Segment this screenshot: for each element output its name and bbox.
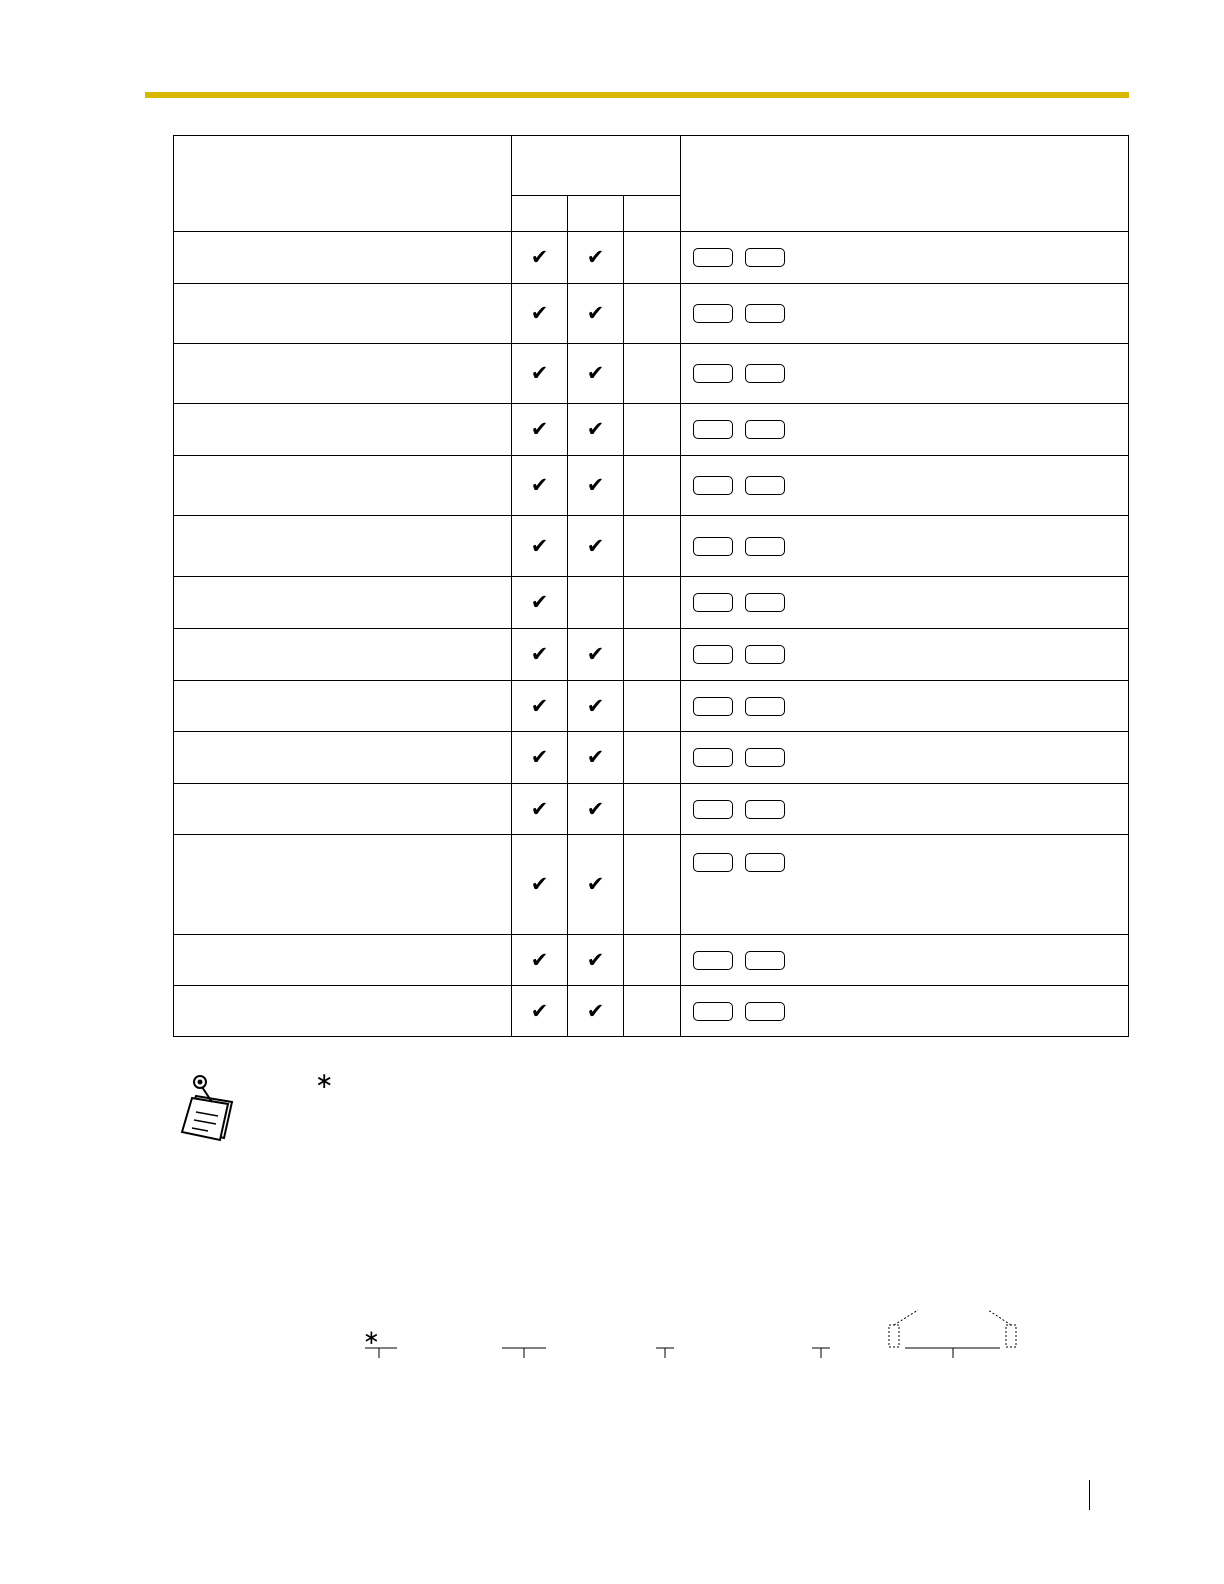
key-button-icon xyxy=(693,593,733,612)
check-icon: ✔ xyxy=(568,284,624,344)
check-icon: ✔ xyxy=(512,986,568,1037)
feature-cell xyxy=(174,404,512,456)
header-rule xyxy=(145,92,1129,98)
check-cell-empty xyxy=(624,732,681,784)
table-header-row xyxy=(174,136,1129,196)
table-row xyxy=(174,232,1129,284)
feature-cell xyxy=(174,681,512,732)
check-icon: ✔ xyxy=(512,784,568,835)
check-cell-empty xyxy=(568,577,624,629)
header-feature-cell xyxy=(174,136,512,232)
key-button-icon xyxy=(693,951,733,970)
key-button-icon xyxy=(745,364,785,383)
handset-left-cord xyxy=(894,1310,918,1325)
check-icon: ✔ xyxy=(512,935,568,986)
check-icon: ✔ xyxy=(568,344,624,404)
header-operation-cell xyxy=(681,136,1129,232)
check-icon: ✔ xyxy=(568,232,624,284)
handset-right-cord xyxy=(988,1310,1011,1325)
table-row xyxy=(174,784,1129,835)
check-icon: ✔ xyxy=(568,404,624,456)
feature-cell xyxy=(174,577,512,629)
feature-cell xyxy=(174,732,512,784)
key-button-icon xyxy=(693,537,733,556)
check-cell-empty xyxy=(624,344,681,404)
key-button-icon xyxy=(693,420,733,439)
check-cell-empty xyxy=(624,456,681,516)
operation-cell xyxy=(681,232,1129,284)
key-button-icon xyxy=(745,697,785,716)
check-icon: ✔ xyxy=(568,784,624,835)
key-button-icon xyxy=(693,1002,733,1021)
key-button-icon xyxy=(693,248,733,267)
operation-cell xyxy=(681,629,1129,681)
feature-cell xyxy=(174,344,512,404)
check-cell-empty xyxy=(624,404,681,456)
check-cell-empty xyxy=(624,232,681,284)
operation-cell xyxy=(681,344,1129,404)
check-icon: ✔ xyxy=(512,681,568,732)
operation-cell xyxy=(681,784,1129,835)
table-row xyxy=(174,577,1129,629)
table-row xyxy=(174,935,1129,986)
settings-table xyxy=(173,135,1129,1037)
check-icon: ✔ xyxy=(512,284,568,344)
check-cell-empty xyxy=(624,784,681,835)
feature-cell xyxy=(174,629,512,681)
key-button-icon xyxy=(745,853,785,872)
check-icon: ✔ xyxy=(512,456,568,516)
key-button-icon xyxy=(693,853,733,872)
subheader-col-2 xyxy=(568,196,624,232)
table-row xyxy=(174,284,1129,344)
check-icon: ✔ xyxy=(512,516,568,577)
table-row xyxy=(174,516,1129,577)
table-row xyxy=(174,344,1129,404)
table-row xyxy=(174,986,1129,1037)
check-icon: ✔ xyxy=(568,629,624,681)
note-asterisk: ∗ xyxy=(315,1068,334,1093)
operation-cell xyxy=(681,516,1129,577)
feature-cell xyxy=(174,456,512,516)
check-icon: ✔ xyxy=(512,404,568,456)
handset-left xyxy=(889,1325,899,1347)
operation-cell xyxy=(681,835,1129,935)
check-cell-empty xyxy=(624,935,681,986)
check-cell-empty xyxy=(624,986,681,1037)
key-button-icon xyxy=(745,420,785,439)
key-button-icon xyxy=(745,951,785,970)
operation-cell xyxy=(681,284,1129,344)
page-edge-bar xyxy=(1089,1480,1090,1510)
key-button-icon xyxy=(745,537,785,556)
check-cell-empty xyxy=(624,681,681,732)
table-row xyxy=(174,835,1129,935)
operation-cell xyxy=(681,456,1129,516)
check-icon: ✔ xyxy=(512,732,568,784)
key-button-icon xyxy=(745,800,785,819)
check-icon: ✔ xyxy=(568,835,624,935)
operation-cell xyxy=(681,681,1129,732)
check-cell-empty xyxy=(624,516,681,577)
handset-right xyxy=(1006,1325,1016,1347)
key-button-icon xyxy=(693,304,733,323)
check-icon: ✔ xyxy=(568,935,624,986)
check-icon: ✔ xyxy=(568,732,624,784)
feature-cell xyxy=(174,284,512,344)
table-row xyxy=(174,629,1129,681)
key-button-icon xyxy=(693,800,733,819)
subheader-col-3 xyxy=(624,196,681,232)
check-icon: ✔ xyxy=(512,232,568,284)
key-button-icon xyxy=(745,1002,785,1021)
operation-cell xyxy=(681,404,1129,456)
feature-cell xyxy=(174,835,512,935)
key-button-icon xyxy=(693,748,733,767)
key-button-icon xyxy=(745,476,785,495)
feature-cell xyxy=(174,935,512,986)
key-button-icon xyxy=(745,304,785,323)
check-cell-empty xyxy=(624,629,681,681)
dial-sequence-diagram xyxy=(350,1300,1050,1370)
operation-cell xyxy=(681,986,1129,1037)
check-icon: ✔ xyxy=(512,835,568,935)
subheader-col-1 xyxy=(512,196,568,232)
operation-cell xyxy=(681,732,1129,784)
diagram-asterisk: ∗ xyxy=(363,1327,380,1349)
key-button-icon xyxy=(693,364,733,383)
check-icon: ✔ xyxy=(568,516,624,577)
table-row xyxy=(174,404,1129,456)
check-icon: ✔ xyxy=(568,456,624,516)
key-button-icon xyxy=(745,645,785,664)
check-cell-empty xyxy=(624,835,681,935)
operation-cell xyxy=(681,577,1129,629)
check-icon: ✔ xyxy=(512,629,568,681)
feature-cell xyxy=(174,784,512,835)
key-button-icon xyxy=(745,748,785,767)
header-group-cell xyxy=(512,136,681,196)
check-icon: ✔ xyxy=(512,577,568,629)
table-row xyxy=(174,732,1129,784)
feature-cell xyxy=(174,986,512,1037)
operation-cell xyxy=(681,935,1129,986)
note-icon xyxy=(176,1072,238,1142)
table-row xyxy=(174,456,1129,516)
key-button-icon xyxy=(693,645,733,664)
check-icon: ✔ xyxy=(568,681,624,732)
key-button-icon xyxy=(693,697,733,716)
key-button-icon xyxy=(745,248,785,267)
check-cell-empty xyxy=(624,284,681,344)
key-button-icon xyxy=(745,593,785,612)
key-button-icon xyxy=(693,476,733,495)
check-cell-empty xyxy=(624,577,681,629)
table-row xyxy=(174,681,1129,732)
check-icon: ✔ xyxy=(512,344,568,404)
feature-cell xyxy=(174,232,512,284)
check-icon: ✔ xyxy=(568,986,624,1037)
feature-cell xyxy=(174,516,512,577)
